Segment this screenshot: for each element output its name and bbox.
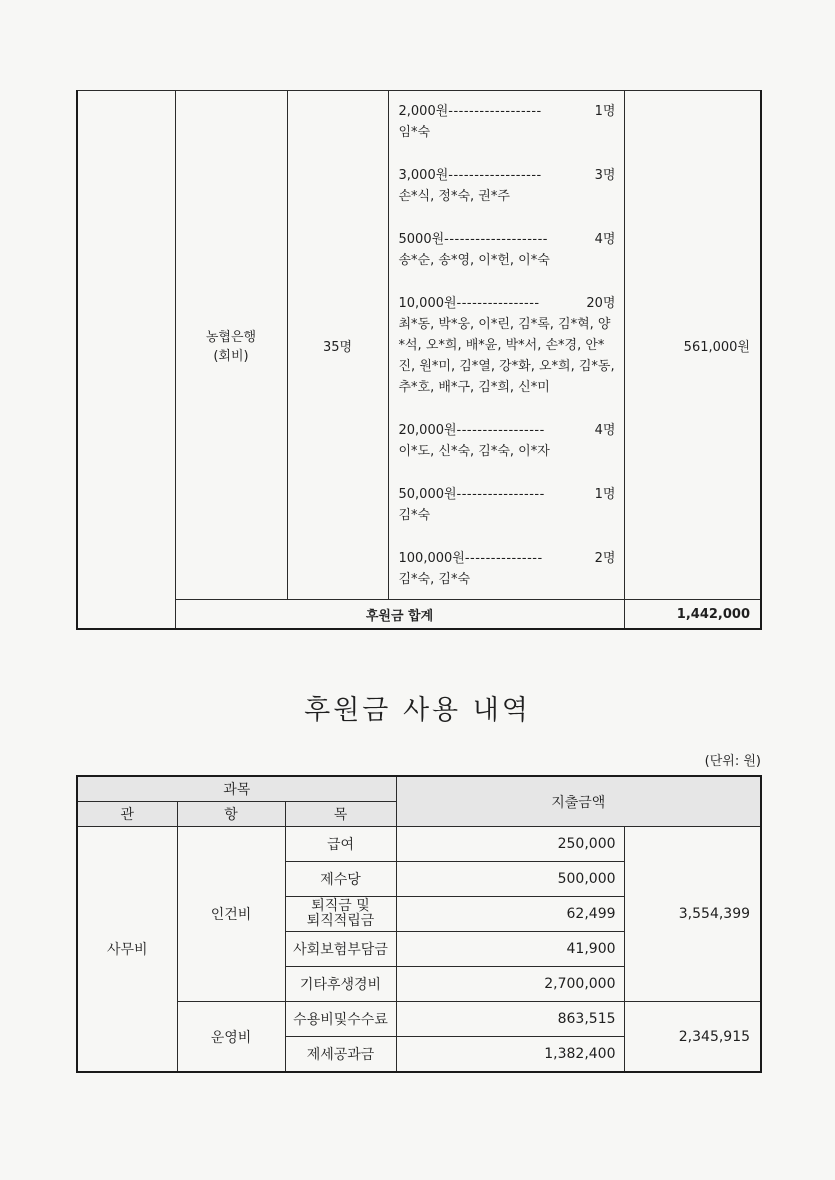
amount-cell: 62,499 [396, 897, 624, 932]
table-row [77, 827, 761, 862]
amount-cell: 250,000 [396, 827, 624, 862]
amount-cell: 2,700,000 [396, 967, 624, 1002]
donor-group [399, 548, 616, 590]
amount-cell: 1,382,400 [396, 1037, 624, 1073]
expenditure-table [76, 775, 762, 1073]
donor-amount: 20,000원 [398, 423, 457, 438]
header-amount: 지출금액 [396, 776, 761, 827]
mok-cell: 제수당 [285, 862, 396, 897]
donation-source: 농협은행 [205, 330, 257, 345]
donation-gwan-cell [77, 91, 175, 630]
donation-total-value: 1,442,000 [624, 600, 761, 630]
donor-dashes: --------------- [464, 551, 543, 566]
donor-dashes: ----------------- [456, 423, 545, 438]
donor-count: 4명 [594, 423, 616, 438]
donor-names: 손*식, 정*숙, 권*주 [398, 189, 510, 204]
donor-amount: 3,000원 [398, 168, 449, 183]
donation-count-cell: 35명 [287, 91, 388, 600]
donation-source-sub: (회비) [213, 349, 249, 364]
amount-cell: 500,000 [396, 862, 624, 897]
donation-total-label: 후원금 합계 [175, 600, 624, 630]
donation-total-row [77, 600, 761, 630]
donation-row [77, 91, 761, 600]
mok-cell: 퇴직금 및 퇴직적립금 [285, 897, 396, 932]
donor-amount: 5000원 [398, 232, 445, 247]
donation-source-cell [175, 91, 287, 600]
donor-group [399, 420, 616, 462]
donor-count: 1명 [594, 487, 616, 502]
hang-cell: 운영비 [177, 1002, 285, 1073]
donor-count: 4명 [594, 232, 616, 247]
donor-group [399, 484, 616, 526]
header-gwan: 관 [77, 802, 177, 827]
table-row [77, 1002, 761, 1037]
amount-cell: 41,900 [396, 932, 624, 967]
donor-names: 임*숙 [398, 125, 431, 140]
section-title: 후원금 사용 내역 [304, 695, 531, 726]
donor-names: 송*순, 송*영, 이*헌, 이*숙 [398, 253, 550, 268]
gwan-cell: 사무비 [77, 827, 177, 1073]
header-subject: 과목 [77, 776, 396, 802]
donor-count: 2명 [594, 551, 616, 566]
donor-dashes: ---------------- [456, 296, 540, 311]
donor-group [399, 101, 616, 143]
donation-subtotal: 561,000원 [624, 91, 761, 600]
mok-cell: 기타후생경비 [285, 967, 396, 1002]
mok-cell: 제세공과금 [285, 1037, 396, 1073]
unit-label: (단위: 원) [704, 754, 761, 769]
mok-cell: 사회보험부담금 [285, 932, 396, 967]
donation-table [76, 90, 762, 630]
donor-count: 3명 [594, 168, 616, 183]
donor-names: 김*숙 [398, 508, 431, 523]
donor-amount: 10,000원 [398, 296, 457, 311]
donor-dashes: ------------------ [448, 104, 542, 119]
donor-dashes: ----------------- [456, 487, 545, 502]
donor-amount: 2,000원 [398, 104, 449, 119]
donor-amount: 50,000원 [398, 487, 457, 502]
donor-names: 김*숙, 김*숙 [398, 572, 470, 587]
donor-dashes: -------------------- [444, 232, 548, 247]
hang-total-cell: 3,554,399 [624, 827, 761, 1002]
donor-group [399, 293, 616, 398]
donor-names: 최*동, 박*웅, 이*린, 김*록, 김*혁, 양*석, 오*희, 배*윤, 박*서, 손*경, 안*진, 원*미, 김*열, 강*화, 오*희, 김*동, 추*호, 배*구, 김*희, 신*미 [398, 317, 615, 395]
donor-names: 이*도, 신*숙, 김*숙, 이*자 [398, 444, 550, 459]
header-hang: 항 [177, 802, 285, 827]
donor-group [399, 165, 616, 207]
mok-cell: 급여 [285, 827, 396, 862]
donor-list-cell [388, 91, 624, 600]
donor-dashes: ------------------ [448, 168, 542, 183]
mok-cell: 수용비및수수료 [285, 1002, 396, 1037]
donor-count: 20명 [586, 296, 616, 311]
donor-amount: 100,000원 [398, 551, 465, 566]
hang-cell: 인건비 [177, 827, 285, 1002]
header-mok: 목 [285, 802, 396, 827]
header-row [77, 776, 761, 802]
amount-cell: 863,515 [396, 1002, 624, 1037]
donor-group [399, 229, 616, 271]
hang-total-cell: 2,345,915 [624, 1002, 761, 1073]
donor-count: 1명 [594, 104, 616, 119]
